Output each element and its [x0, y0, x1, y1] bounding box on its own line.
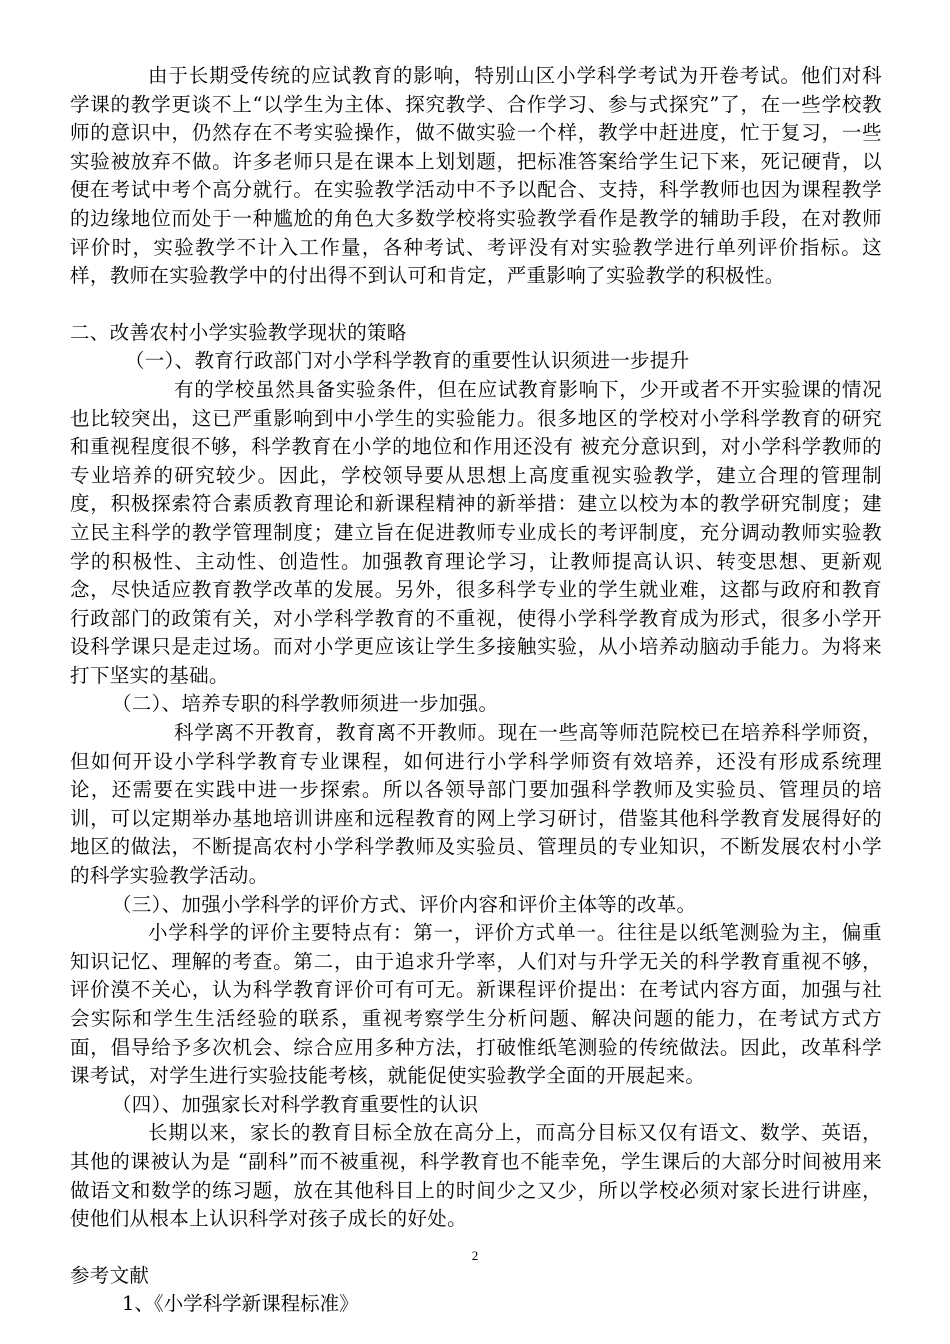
- subsection-body-2: 科学离不开教育，教育离不开教师。现在一些高等师范院校已在培养科学师资，但如何开设小学科学教育专业课程，如何进行小学科学师资有效培养，还没有形成系统理论，还需要在实践中进一步探索。所以各领导部门要加强科学教师及实验员、管理员的培训，可以定期举办基地培训讲座和远程教育的网上学习研讨，借鉴其他科学教育发展得好的地区的做法，不断提高农村小学科学教师及实验员、管理员的专业知识，不断发展农村小学的科学实验教学活动。: [70, 721, 882, 888]
- references-heading: 参考文献: [70, 1263, 150, 1287]
- subsection-heading-3: （三）、加强小学科学的评价方式、评价内容和评价主体等的改革。: [112, 892, 697, 916]
- subsection-body-3: 小学科学的评价主要特点有：第一，评价方式单一。往往是以纸笔测验为主，偏重知识记忆、理解的考查。第二，由于追求升学率，人们对与升学无关的科学教育重视不够，评价漠不关心，认为科学教育评价可有可无。新课程评价提出：在考试内容方面，加强与社会实际和学生生活经验的联系，重视考察学生分析问题、解决问题的能力，在考试方式方面，倡导给予多次机会、综合应用多种方法，打破惟纸笔测验的传统做法。因此，改革科学课考试，对学生进行实验技能考核，就能促使实验教学全面的开展起来。: [70, 921, 882, 1088]
- page-number: 2: [471, 1248, 479, 1263]
- document-page: [70, 62, 882, 1319]
- spacer: [70, 291, 882, 319]
- subsection-heading-1: （一）、教育行政部门对小学科学教育的重要性认识须进一步提升: [125, 349, 690, 373]
- intro-paragraph: 由于长期受传统的应试教育的影响，特别山区小学科学考试为开卷考试。他们对科学课的教学更谈不上“以学生为主体、探究教学、合作学习、参与式探究”了，在一些学校教师的意识中，仍然存在不考实验操作，做不做实验一个样，教学中赶进度，忙于复习，一些实验被放弃不做。许多老师只是在课本上划划题，把标准答案给学生记下来，死记硬背，以便在考试中考个高分就行。在实验教学活动中不予以配合、支持，科学教师也因为课程教学的边缘地位而处于一种尴尬的角色大多数学校将实验教学看作是教学的辅助手段，在对教师评价时，实验教学不计入工作量，各种考试、考评没有对实验教学进行单列评价指标。这样，教师在实验教学中的付出得不到认可和肯定，严重影响了实验教学的积极性。: [70, 64, 882, 288]
- subsection-heading-4: （四）、加强家长对科学教育重要性的认识: [112, 1092, 479, 1116]
- section-heading: 二、改善农村小学实验教学现状的策略: [70, 320, 407, 344]
- subsection-body-4: 长期以来，家长的教育目标全放在高分上，而高分目标又仅有语文、数学、英语，其他的课被认为是 “副科”而不被重视，科学教育也不能幸免，学生课后的大部分时间被用来做语文和数学的练习题，放在其他科目上的时间少之又少，所以学校必须对家长进行讲座，使他们从根本上认识科学对孩子成长的好处。: [70, 1121, 882, 1231]
- reference-item: 1、《小学科学新课程标准》: [122, 1292, 359, 1316]
- subsection-heading-2: （二）、培养专职的科学教师须进一步加强。: [112, 692, 499, 716]
- subsection-body-1: 有的学校虽然具备实验条件，但在应试教育影响下，少开或者不开实验课的情况也比较突出，这已严重影响到中小学生的实验能力。很多地区的学校对小学科学教育的研究和重视程度很不够，科学教育在小学的地位和作用还没有 被充分意识到，对小学科学教师的专业培养的研究较少。因此，学校领导要从思想上高度重视实验教学，建立合理的管理制度，积极探索符合素质教育理论和新课程精神的新举措：建立以校为本的教学研究制度；建立民主科学的教学管理制度；建立旨在促进教师专业成长的考评制度，充分调动教师实验教学的积极性、主动性、创造性。加强教育理论学习，让教师提高认识、转变思想、更新观念，尽快适应教育教学改革的发展。另外，很多科学专业的学生就业难，这都与政府和教育行政部门的政策有关，对小学科学教育的不重视，使得小学科学教育成为形式，很多小学开设科学课只是走过场。而对小学更应该让学生多接触实验，从小培养动脑动手能力。为将来打下坚实的基础。: [70, 377, 882, 687]
